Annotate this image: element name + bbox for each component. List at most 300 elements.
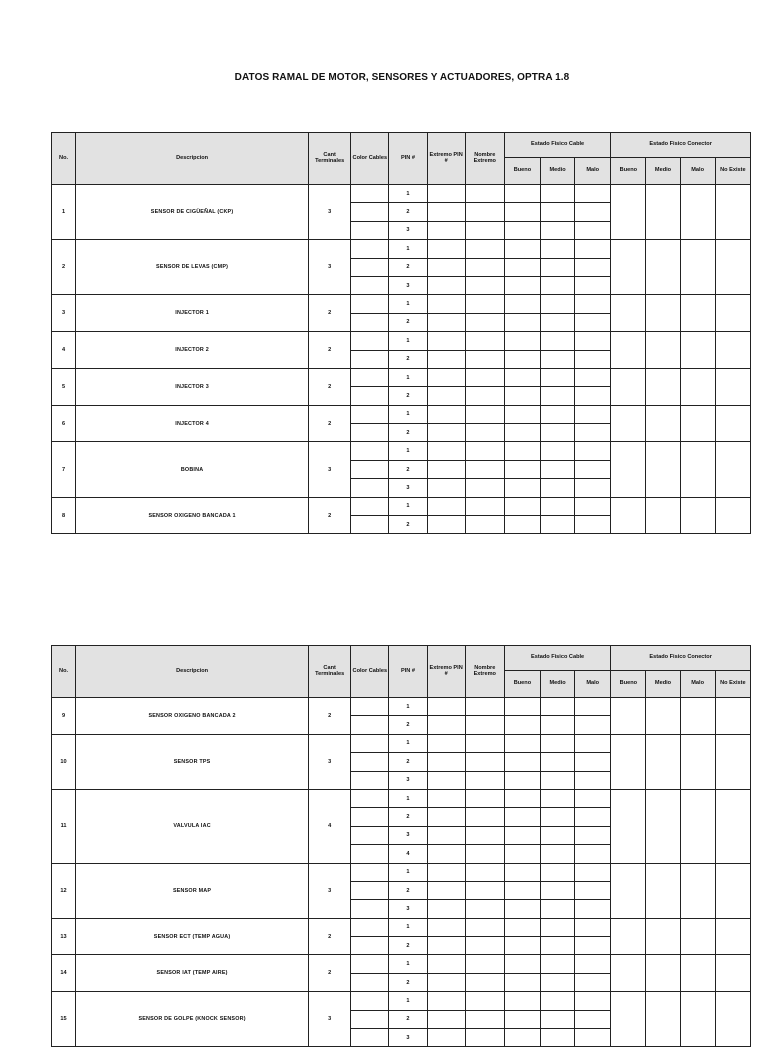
- cell-color-cable[interactable]: [351, 332, 389, 350]
- cell-cable-bueno[interactable]: [504, 203, 540, 221]
- cell-cable-bueno[interactable]: [504, 442, 540, 460]
- cell-cable-bueno[interactable]: [504, 368, 540, 386]
- cell-extremo-pin[interactable]: [427, 826, 465, 844]
- cell-conector-no-existe[interactable]: [715, 955, 750, 992]
- cell-cable-bueno[interactable]: [504, 516, 540, 534]
- cell-nombre-extremo[interactable]: [465, 368, 504, 386]
- cell-cable-bueno[interactable]: [504, 734, 540, 752]
- cell-conector-medio[interactable]: [646, 295, 680, 332]
- cell-conector-no-existe[interactable]: [715, 918, 750, 955]
- cell-cable-medio[interactable]: [541, 221, 575, 239]
- cell-color-cable[interactable]: [351, 258, 389, 276]
- cell-color-cable[interactable]: [351, 955, 389, 973]
- cell-conector-bueno[interactable]: [611, 405, 646, 442]
- cell-color-cable[interactable]: [351, 808, 389, 826]
- cell-conector-medio[interactable]: [646, 992, 680, 1047]
- cell-cable-bueno[interactable]: [504, 460, 540, 478]
- cell-cable-malo[interactable]: [575, 185, 611, 203]
- cell-color-cable[interactable]: [351, 276, 389, 294]
- cell-extremo-pin[interactable]: [427, 460, 465, 478]
- cell-extremo-pin[interactable]: [427, 992, 465, 1010]
- cell-descripcion: SENSOR MAP: [76, 863, 309, 918]
- cell-cant-terminales: 2: [309, 698, 351, 735]
- cell-extremo-pin[interactable]: [427, 808, 465, 826]
- cell-conector-malo[interactable]: [680, 368, 715, 405]
- cell-conector-no-existe[interactable]: [715, 698, 750, 735]
- cell-extremo-pin[interactable]: [427, 753, 465, 771]
- cell-conector-medio[interactable]: [646, 698, 680, 735]
- cell-nombre-extremo[interactable]: [465, 313, 504, 331]
- cell-cable-bueno[interactable]: [504, 387, 540, 405]
- cell-extremo-pin[interactable]: [427, 350, 465, 368]
- cell-nombre-extremo[interactable]: [465, 826, 504, 844]
- cell-no: 8: [52, 497, 76, 534]
- cell-cable-bueno[interactable]: [504, 863, 540, 881]
- cell-conector-medio[interactable]: [646, 332, 680, 369]
- cell-extremo-pin[interactable]: [427, 497, 465, 515]
- cell-extremo-pin[interactable]: [427, 845, 465, 863]
- cell-cable-malo[interactable]: [575, 405, 611, 423]
- cell-conector-malo[interactable]: [680, 295, 715, 332]
- cell-conector-no-existe[interactable]: [715, 789, 750, 863]
- cell-cable-bueno[interactable]: [504, 845, 540, 863]
- cell-conector-medio[interactable]: [646, 955, 680, 992]
- cell-nombre-extremo[interactable]: [465, 698, 504, 716]
- cell-extremo-pin[interactable]: [427, 295, 465, 313]
- cell-nombre-extremo[interactable]: [465, 734, 504, 752]
- cell-cable-malo[interactable]: [575, 881, 611, 899]
- cell-cable-malo[interactable]: [575, 789, 611, 807]
- cell-cable-medio[interactable]: [541, 424, 575, 442]
- cell-conector-no-existe[interactable]: [715, 185, 750, 240]
- cell-cable-medio[interactable]: [541, 845, 575, 863]
- cell-cable-bueno[interactable]: [504, 1010, 540, 1028]
- cell-cable-malo[interactable]: [575, 313, 611, 331]
- cell-cable-malo[interactable]: [575, 258, 611, 276]
- cell-cable-medio[interactable]: [541, 442, 575, 460]
- cell-nombre-extremo[interactable]: [465, 479, 504, 497]
- cell-conector-medio[interactable]: [646, 918, 680, 955]
- cell-cant-terminales: 3: [309, 185, 351, 240]
- cell-conector-medio[interactable]: [646, 497, 680, 534]
- cell-cable-medio[interactable]: [541, 753, 575, 771]
- cell-cable-medio[interactable]: [541, 992, 575, 1010]
- cell-cable-bueno[interactable]: [504, 295, 540, 313]
- cell-cable-medio[interactable]: [541, 1029, 575, 1047]
- cell-nombre-extremo[interactable]: [465, 276, 504, 294]
- cell-cable-medio[interactable]: [541, 863, 575, 881]
- cell-color-cable[interactable]: [351, 863, 389, 881]
- cell-nombre-extremo[interactable]: [465, 203, 504, 221]
- cell-cable-malo[interactable]: [575, 771, 611, 789]
- cell-cable-medio[interactable]: [541, 258, 575, 276]
- cell-nombre-extremo[interactable]: [465, 845, 504, 863]
- cell-cable-malo[interactable]: [575, 698, 611, 716]
- cell-cable-medio[interactable]: [541, 313, 575, 331]
- cell-extremo-pin[interactable]: [427, 734, 465, 752]
- cell-cable-medio[interactable]: [541, 881, 575, 899]
- cell-cable-malo[interactable]: [575, 1029, 611, 1047]
- cell-cable-medio[interactable]: [541, 332, 575, 350]
- cell-conector-bueno[interactable]: [611, 240, 646, 295]
- cell-cable-medio[interactable]: [541, 387, 575, 405]
- cell-cable-malo[interactable]: [575, 900, 611, 918]
- cell-conector-no-existe[interactable]: [715, 405, 750, 442]
- cell-cable-malo[interactable]: [575, 442, 611, 460]
- cell-color-cable[interactable]: [351, 1010, 389, 1028]
- cell-color-cable[interactable]: [351, 497, 389, 515]
- cell-color-cable[interactable]: [351, 405, 389, 423]
- cell-conector-medio[interactable]: [646, 405, 680, 442]
- cell-cable-bueno[interactable]: [504, 973, 540, 991]
- cell-conector-no-existe[interactable]: [715, 240, 750, 295]
- cell-cable-medio[interactable]: [541, 734, 575, 752]
- cell-cable-medio[interactable]: [541, 826, 575, 844]
- cell-conector-malo[interactable]: [680, 185, 715, 240]
- cell-cable-malo[interactable]: [575, 1010, 611, 1028]
- cell-cable-bueno[interactable]: [504, 937, 540, 955]
- cell-conector-bueno[interactable]: [611, 918, 646, 955]
- cell-color-cable[interactable]: [351, 460, 389, 478]
- cell-nombre-extremo[interactable]: [465, 881, 504, 899]
- cell-cable-bueno[interactable]: [504, 313, 540, 331]
- cell-cable-bueno[interactable]: [504, 405, 540, 423]
- cell-cable-bueno[interactable]: [504, 276, 540, 294]
- cell-cable-malo[interactable]: [575, 221, 611, 239]
- cell-extremo-pin[interactable]: [427, 258, 465, 276]
- cell-cable-malo[interactable]: [575, 332, 611, 350]
- cell-cable-medio[interactable]: [541, 185, 575, 203]
- cell-conector-medio[interactable]: [646, 185, 680, 240]
- cell-cable-malo[interactable]: [575, 350, 611, 368]
- cell-conector-malo[interactable]: [680, 992, 715, 1047]
- cell-no: 10: [52, 734, 76, 789]
- cell-nombre-extremo[interactable]: [465, 937, 504, 955]
- cell-cable-bueno[interactable]: [504, 698, 540, 716]
- cell-cable-malo[interactable]: [575, 240, 611, 258]
- cell-conector-no-existe[interactable]: [715, 863, 750, 918]
- cell-cable-bueno[interactable]: [504, 479, 540, 497]
- cell-conector-no-existe[interactable]: [715, 332, 750, 369]
- cell-cable-bueno[interactable]: [504, 918, 540, 936]
- cell-cable-malo[interactable]: [575, 387, 611, 405]
- cell-cable-medio[interactable]: [541, 405, 575, 423]
- cell-extremo-pin[interactable]: [427, 881, 465, 899]
- cell-conector-malo[interactable]: [680, 955, 715, 992]
- cell-nombre-extremo[interactable]: [465, 350, 504, 368]
- cell-cable-malo[interactable]: [575, 276, 611, 294]
- cell-color-cable[interactable]: [351, 771, 389, 789]
- cell-nombre-extremo[interactable]: [465, 716, 504, 734]
- cell-conector-medio[interactable]: [646, 789, 680, 863]
- cell-extremo-pin[interactable]: [427, 424, 465, 442]
- cell-cable-bueno[interactable]: [504, 881, 540, 899]
- cell-cable-medio[interactable]: [541, 1010, 575, 1028]
- cell-no: 15: [52, 992, 76, 1047]
- cell-nombre-extremo[interactable]: [465, 808, 504, 826]
- cell-conector-malo[interactable]: [680, 442, 715, 497]
- cell-conector-bueno[interactable]: [611, 185, 646, 240]
- cell-no: 13: [52, 918, 76, 955]
- cell-extremo-pin[interactable]: [427, 1029, 465, 1047]
- cell-conector-malo[interactable]: [680, 789, 715, 863]
- cell-cable-medio[interactable]: [541, 516, 575, 534]
- cell-cable-malo[interactable]: [575, 734, 611, 752]
- cell-extremo-pin[interactable]: [427, 973, 465, 991]
- cell-conector-malo[interactable]: [680, 240, 715, 295]
- cell-cable-bueno[interactable]: [504, 258, 540, 276]
- cell-cable-medio[interactable]: [541, 716, 575, 734]
- cell-conector-bueno[interactable]: [611, 295, 646, 332]
- cell-conector-malo[interactable]: [680, 698, 715, 735]
- cell-nombre-extremo[interactable]: [465, 460, 504, 478]
- cell-conector-bueno[interactable]: [611, 955, 646, 992]
- cell-nombre-extremo[interactable]: [465, 863, 504, 881]
- cell-conector-malo[interactable]: [680, 734, 715, 789]
- cell-extremo-pin[interactable]: [427, 716, 465, 734]
- cell-nombre-extremo[interactable]: [465, 992, 504, 1010]
- cell-nombre-extremo[interactable]: [465, 387, 504, 405]
- cell-extremo-pin[interactable]: [427, 479, 465, 497]
- cell-color-cable[interactable]: [351, 185, 389, 203]
- cell-conector-no-existe[interactable]: [715, 734, 750, 789]
- cell-cable-medio[interactable]: [541, 937, 575, 955]
- cell-cable-malo[interactable]: [575, 368, 611, 386]
- cell-color-cable[interactable]: [351, 240, 389, 258]
- cell-color-cable[interactable]: [351, 221, 389, 239]
- cell-conector-no-existe[interactable]: [715, 992, 750, 1047]
- cell-color-cable[interactable]: [351, 973, 389, 991]
- cell-cable-bueno[interactable]: [504, 424, 540, 442]
- cell-cable-bueno[interactable]: [504, 771, 540, 789]
- cell-color-cable[interactable]: [351, 937, 389, 955]
- cell-nombre-extremo[interactable]: [465, 185, 504, 203]
- cell-color-cable[interactable]: [351, 716, 389, 734]
- cell-color-cable[interactable]: [351, 295, 389, 313]
- cell-extremo-pin[interactable]: [427, 918, 465, 936]
- cell-extremo-pin[interactable]: [427, 387, 465, 405]
- cell-conector-bueno[interactable]: [611, 992, 646, 1047]
- cell-cable-bueno[interactable]: [504, 350, 540, 368]
- cell-conector-bueno[interactable]: [611, 863, 646, 918]
- cell-cable-bueno[interactable]: [504, 716, 540, 734]
- cell-nombre-extremo[interactable]: [465, 295, 504, 313]
- cell-cable-malo[interactable]: [575, 955, 611, 973]
- cell-extremo-pin[interactable]: [427, 863, 465, 881]
- cell-nombre-extremo[interactable]: [465, 973, 504, 991]
- cell-cable-bueno[interactable]: [504, 332, 540, 350]
- cell-cable-bueno[interactable]: [504, 992, 540, 1010]
- cell-conector-malo[interactable]: [680, 405, 715, 442]
- cell-cable-malo[interactable]: [575, 497, 611, 515]
- cell-color-cable[interactable]: [351, 479, 389, 497]
- cell-nombre-extremo[interactable]: [465, 258, 504, 276]
- cell-conector-malo[interactable]: [680, 918, 715, 955]
- cell-descripcion: SENSOR DE CIGÜEÑAL (CKP): [76, 185, 309, 240]
- cell-color-cable[interactable]: [351, 918, 389, 936]
- cell-cable-bueno[interactable]: [504, 789, 540, 807]
- cell-cable-bueno[interactable]: [504, 221, 540, 239]
- cell-cable-bueno[interactable]: [504, 900, 540, 918]
- cell-cable-medio[interactable]: [541, 973, 575, 991]
- cell-conector-no-existe[interactable]: [715, 368, 750, 405]
- cell-nombre-extremo[interactable]: [465, 753, 504, 771]
- cell-cable-malo[interactable]: [575, 753, 611, 771]
- cell-conector-no-existe[interactable]: [715, 497, 750, 534]
- cell-color-cable[interactable]: [351, 1029, 389, 1047]
- cell-conector-bueno[interactable]: [611, 734, 646, 789]
- cell-extremo-pin[interactable]: [427, 1010, 465, 1028]
- cell-conector-bueno[interactable]: [611, 789, 646, 863]
- cell-nombre-extremo[interactable]: [465, 240, 504, 258]
- cell-nombre-extremo[interactable]: [465, 918, 504, 936]
- cell-nombre-extremo[interactable]: [465, 424, 504, 442]
- cell-color-cable[interactable]: [351, 789, 389, 807]
- cell-cable-bueno[interactable]: [504, 753, 540, 771]
- cell-color-cable[interactable]: [351, 424, 389, 442]
- cell-color-cable[interactable]: [351, 992, 389, 1010]
- cell-cable-medio[interactable]: [541, 497, 575, 515]
- cell-cable-medio[interactable]: [541, 955, 575, 973]
- cell-nombre-extremo[interactable]: [465, 497, 504, 515]
- cell-extremo-pin[interactable]: [427, 937, 465, 955]
- cell-color-cable[interactable]: [351, 881, 389, 899]
- cell-cable-medio[interactable]: [541, 276, 575, 294]
- cell-conector-medio[interactable]: [646, 240, 680, 295]
- cell-cable-medio[interactable]: [541, 789, 575, 807]
- cell-extremo-pin[interactable]: [427, 405, 465, 423]
- cell-extremo-pin[interactable]: [427, 185, 465, 203]
- cell-nombre-extremo[interactable]: [465, 900, 504, 918]
- cell-conector-bueno[interactable]: [611, 332, 646, 369]
- cell-cable-malo[interactable]: [575, 937, 611, 955]
- header-conector-malo: Malo: [680, 671, 715, 698]
- cell-extremo-pin[interactable]: [427, 203, 465, 221]
- cell-extremo-pin[interactable]: [427, 313, 465, 331]
- cell-cable-medio[interactable]: [541, 900, 575, 918]
- cell-cable-malo[interactable]: [575, 845, 611, 863]
- cell-cable-malo[interactable]: [575, 973, 611, 991]
- cell-conector-medio[interactable]: [646, 863, 680, 918]
- cell-cable-malo[interactable]: [575, 808, 611, 826]
- cell-cable-medio[interactable]: [541, 918, 575, 936]
- cell-color-cable[interactable]: [351, 442, 389, 460]
- cell-cable-malo[interactable]: [575, 918, 611, 936]
- cell-cable-medio[interactable]: [541, 460, 575, 478]
- cell-color-cable[interactable]: [351, 845, 389, 863]
- cell-cable-medio[interactable]: [541, 808, 575, 826]
- cell-nombre-extremo[interactable]: [465, 1029, 504, 1047]
- cell-cable-medio[interactable]: [541, 698, 575, 716]
- cell-nombre-extremo[interactable]: [465, 405, 504, 423]
- cell-cable-malo[interactable]: [575, 863, 611, 881]
- cell-cable-medio[interactable]: [541, 203, 575, 221]
- cell-cable-medio[interactable]: [541, 771, 575, 789]
- cell-color-cable[interactable]: [351, 734, 389, 752]
- cell-cable-medio[interactable]: [541, 479, 575, 497]
- cell-cable-malo[interactable]: [575, 826, 611, 844]
- page-title: DATOS RAMAL DE MOTOR, SENSORES Y ACTUADORES, OPTRA 1.8: [234, 72, 570, 83]
- cell-cable-malo[interactable]: [575, 460, 611, 478]
- cell-conector-no-existe[interactable]: [715, 295, 750, 332]
- cell-nombre-extremo[interactable]: [465, 955, 504, 973]
- cell-cable-medio[interactable]: [541, 350, 575, 368]
- cell-cable-medio[interactable]: [541, 240, 575, 258]
- cell-color-cable[interactable]: [351, 516, 389, 534]
- cell-conector-malo[interactable]: [680, 332, 715, 369]
- cell-nombre-extremo[interactable]: [465, 221, 504, 239]
- cell-extremo-pin[interactable]: [427, 240, 465, 258]
- cell-color-cable[interactable]: [351, 350, 389, 368]
- cell-cable-malo[interactable]: [575, 203, 611, 221]
- cell-nombre-extremo[interactable]: [465, 789, 504, 807]
- cell-cable-bueno[interactable]: [504, 955, 540, 973]
- cell-cable-malo[interactable]: [575, 424, 611, 442]
- cell-color-cable[interactable]: [351, 698, 389, 716]
- cell-extremo-pin[interactable]: [427, 368, 465, 386]
- cell-extremo-pin[interactable]: [427, 698, 465, 716]
- cell-extremo-pin[interactable]: [427, 332, 465, 350]
- cell-extremo-pin[interactable]: [427, 276, 465, 294]
- cell-extremo-pin[interactable]: [427, 789, 465, 807]
- cell-cable-bueno[interactable]: [504, 497, 540, 515]
- cell-cable-malo[interactable]: [575, 516, 611, 534]
- cell-extremo-pin[interactable]: [427, 771, 465, 789]
- cell-cable-bueno[interactable]: [504, 808, 540, 826]
- cell-extremo-pin[interactable]: [427, 221, 465, 239]
- cell-conector-malo[interactable]: [680, 497, 715, 534]
- cell-cable-malo[interactable]: [575, 479, 611, 497]
- cell-extremo-pin[interactable]: [427, 955, 465, 973]
- cell-cable-bueno[interactable]: [504, 240, 540, 258]
- cell-cable-malo[interactable]: [575, 295, 611, 313]
- cell-cable-bueno[interactable]: [504, 1029, 540, 1047]
- cell-cable-bueno[interactable]: [504, 826, 540, 844]
- cell-conector-medio[interactable]: [646, 734, 680, 789]
- cell-conector-bueno[interactable]: [611, 368, 646, 405]
- cell-color-cable[interactable]: [351, 826, 389, 844]
- cell-color-cable[interactable]: [351, 387, 389, 405]
- cell-extremo-pin[interactable]: [427, 516, 465, 534]
- cell-conector-bueno[interactable]: [611, 698, 646, 735]
- cell-cable-malo[interactable]: [575, 716, 611, 734]
- cell-cable-bueno[interactable]: [504, 185, 540, 203]
- cell-conector-malo[interactable]: [680, 863, 715, 918]
- cell-extremo-pin[interactable]: [427, 900, 465, 918]
- cell-conector-medio[interactable]: [646, 368, 680, 405]
- cell-color-cable[interactable]: [351, 313, 389, 331]
- cell-conector-medio[interactable]: [646, 442, 680, 497]
- cell-color-cable[interactable]: [351, 368, 389, 386]
- cell-conector-no-existe[interactable]: [715, 442, 750, 497]
- cell-nombre-extremo[interactable]: [465, 442, 504, 460]
- cell-nombre-extremo[interactable]: [465, 516, 504, 534]
- cell-conector-bueno[interactable]: [611, 442, 646, 497]
- cell-cable-medio[interactable]: [541, 368, 575, 386]
- cell-extremo-pin[interactable]: [427, 442, 465, 460]
- cell-nombre-extremo[interactable]: [465, 1010, 504, 1028]
- cell-color-cable[interactable]: [351, 900, 389, 918]
- cell-color-cable[interactable]: [351, 753, 389, 771]
- table-row: [52, 992, 751, 1010]
- cell-cable-malo[interactable]: [575, 992, 611, 1010]
- cell-conector-bueno[interactable]: [611, 497, 646, 534]
- cell-nombre-extremo[interactable]: [465, 332, 504, 350]
- header-cable-medio: Medio: [541, 158, 575, 185]
- cell-nombre-extremo[interactable]: [465, 771, 504, 789]
- cell-color-cable[interactable]: [351, 203, 389, 221]
- cell-cable-medio[interactable]: [541, 295, 575, 313]
